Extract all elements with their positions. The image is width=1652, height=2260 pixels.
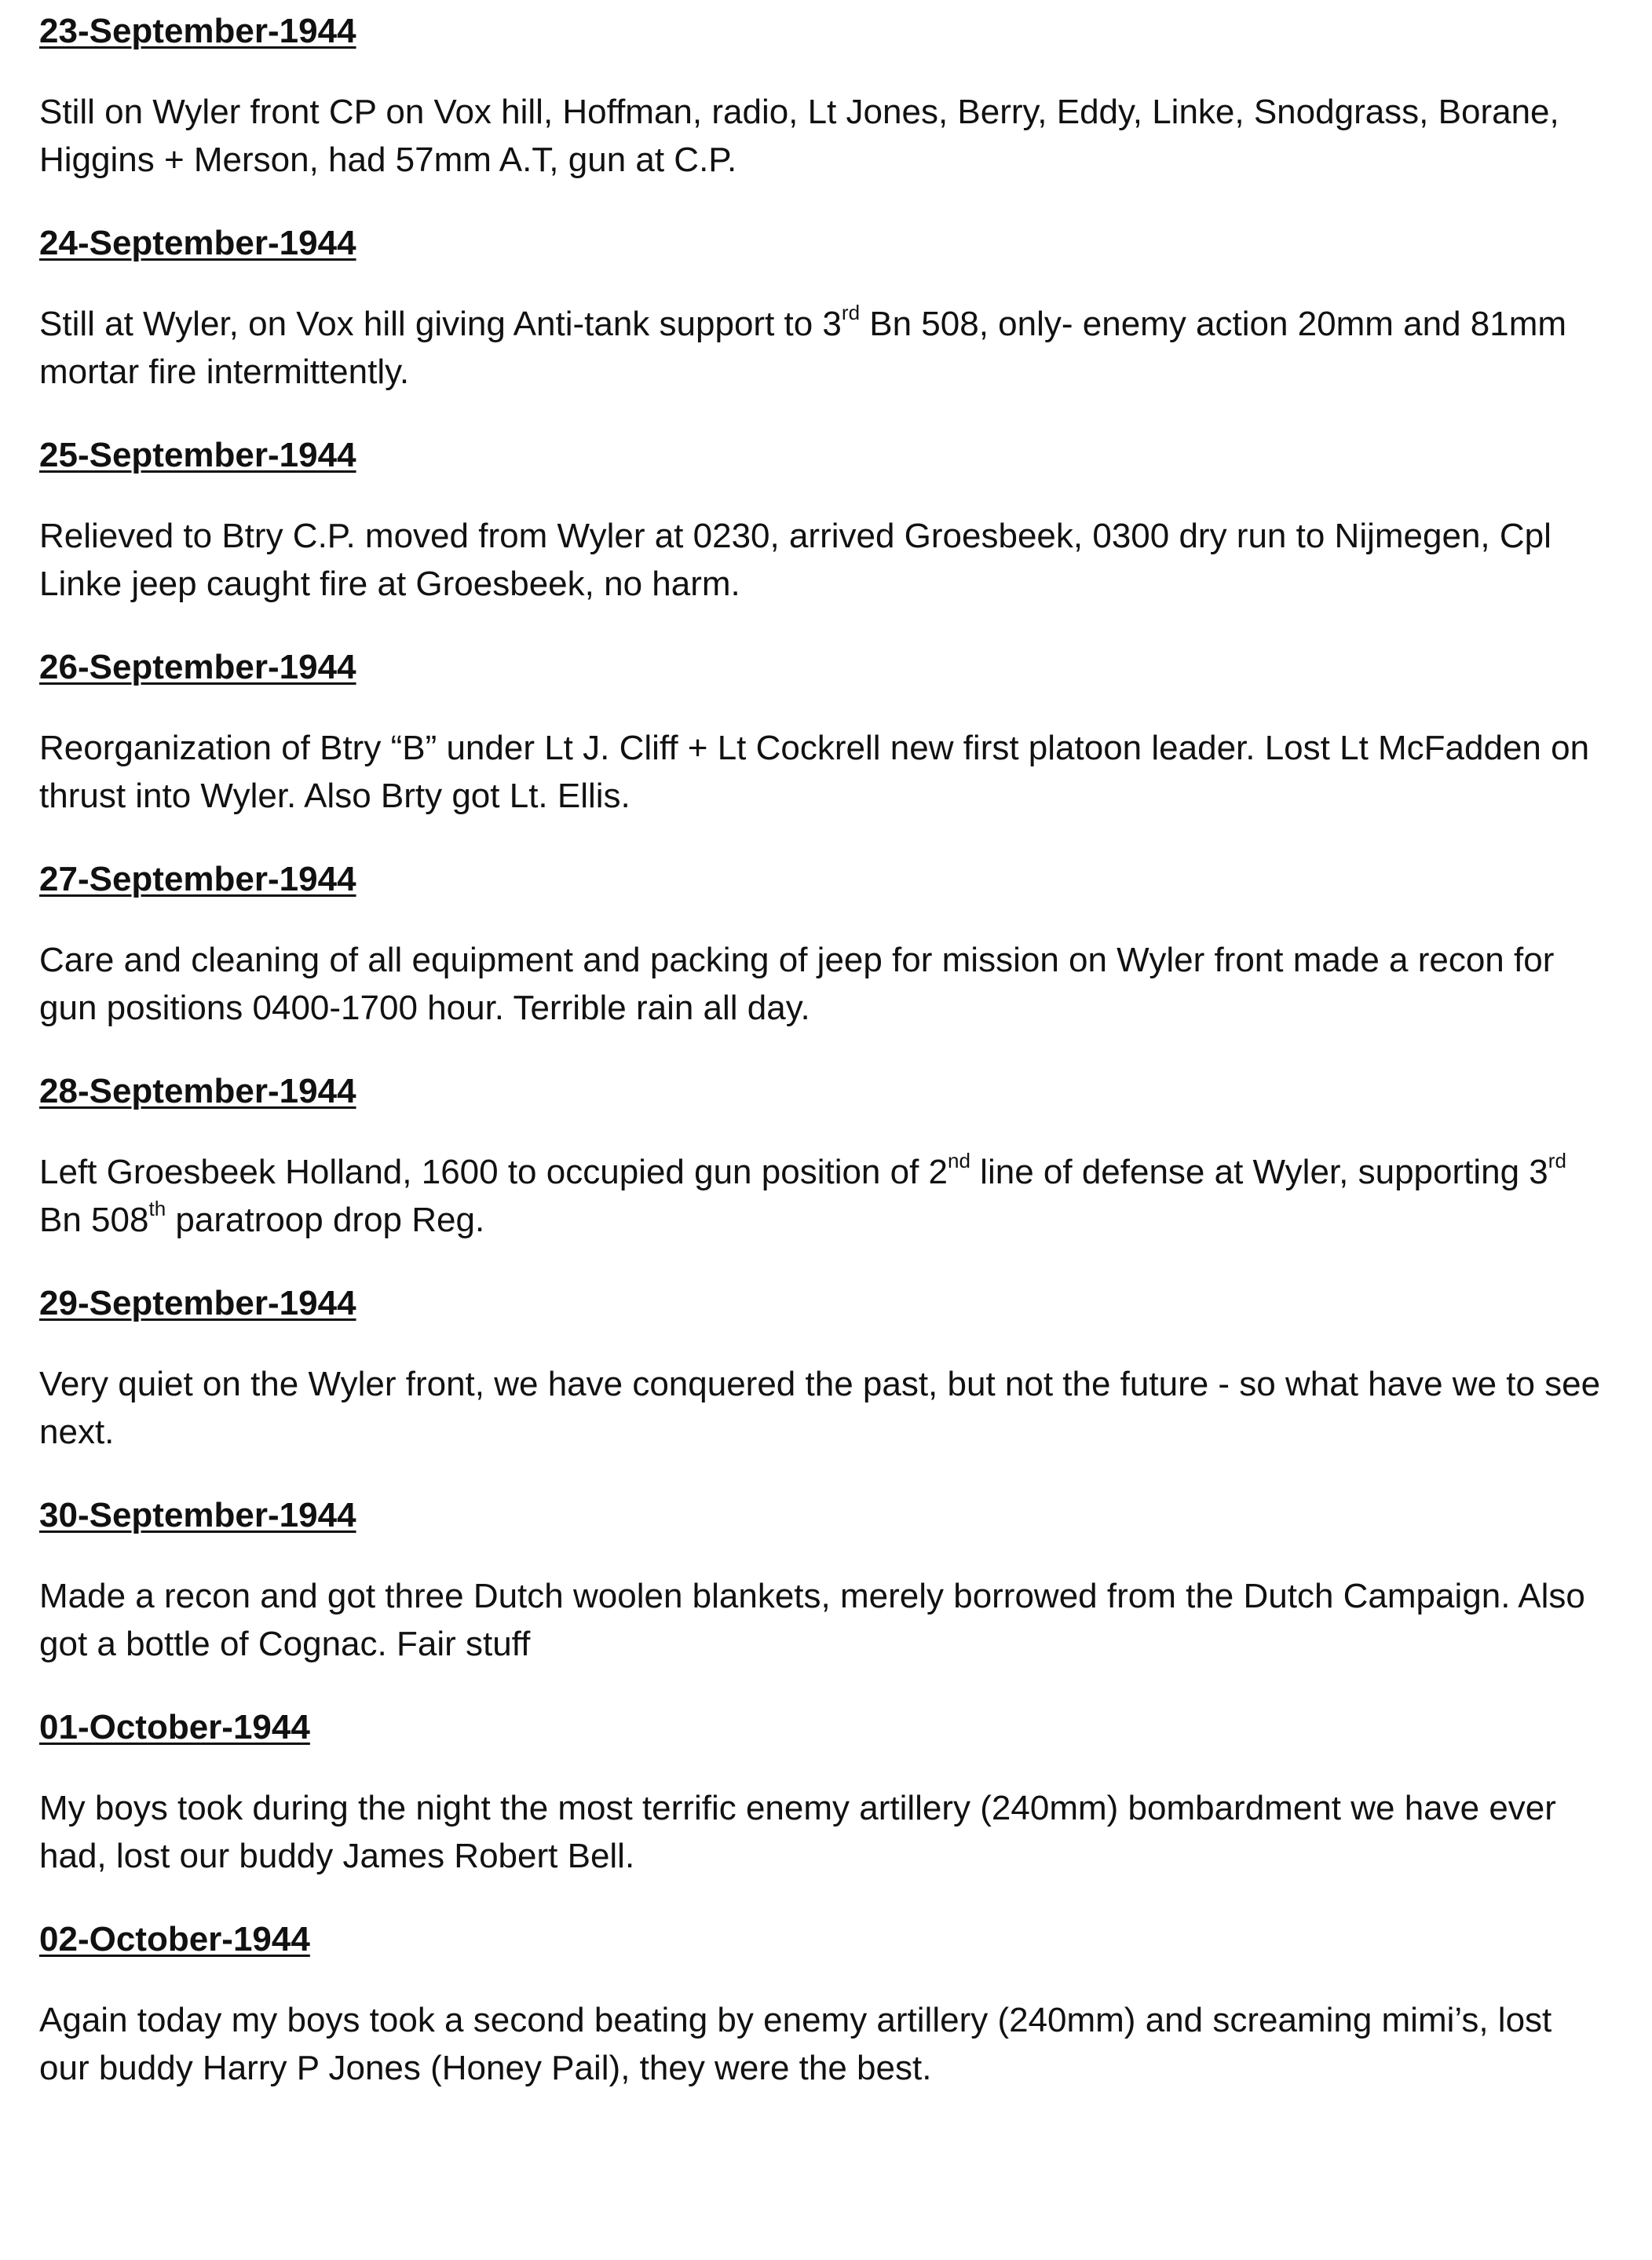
entry-text (39, 724, 1602, 820)
entry-date-heading: 26-September-1944 (39, 648, 356, 686)
entry-text-segment: Still at Wyler, on Vox hill giving Anti-tank support to 3 (39, 305, 842, 343)
entry-date-heading: 27-September-1944 (39, 860, 356, 898)
diary-entry (39, 1492, 1602, 1668)
entry-text-segment: Care and cleaning of all equipment and packing of jeep for mission on Wyler front made a recon for gun positions 0400-1700 hour. Terrible rain all day. (39, 941, 1555, 1027)
diary-entry (39, 432, 1602, 608)
entry-text (39, 936, 1602, 1032)
entry-text-segment: Bn 508 (39, 1201, 149, 1239)
entry-date-heading: 02-October-1944 (39, 1920, 310, 1958)
entry-text-segment: Still on Wyler front CP on Vox hill, Hoffman, radio, Lt Jones, Berry, Eddy, Linke, Snodgrass, Borane, Higgins + Merson, had 57mm A.T, gun at C.P. (39, 93, 1559, 179)
entry-text-segment: Again today my boys took a second beating by enemy artillery (240mm) and screaming mimi’s, lost our buddy Harry P Jones (Honey Pail), they were the best. (39, 2001, 1552, 2087)
ordinal-suffix: th (148, 1197, 166, 1220)
diary-entry (39, 1704, 1602, 1880)
entry-text (39, 300, 1602, 396)
diary-entry (39, 856, 1602, 1032)
entry-text (39, 1784, 1602, 1880)
ordinal-suffix: nd (948, 1149, 970, 1172)
diary-entry (39, 8, 1602, 184)
entry-text (39, 1360, 1602, 1456)
diary-entry (39, 644, 1602, 820)
entry-date-heading: 01-October-1944 (39, 1708, 310, 1746)
entry-date-heading: 24-September-1944 (39, 224, 356, 262)
entry-text (39, 1996, 1602, 2092)
entry-text-segment: Made a recon and got three Dutch woolen blankets, merely borrowed from the Dutch Campaign. Also got a bottle of Cognac. Fair stuff (39, 1577, 1585, 1663)
entry-date-heading: 25-September-1944 (39, 436, 356, 474)
entry-text (39, 1572, 1602, 1668)
entry-date-heading: 23-September-1944 (39, 12, 356, 50)
entry-text-segment: Bn 508, only- enemy action 20mm and 81mm mortar fire intermittently. (39, 305, 1567, 391)
ordinal-suffix: rd (1548, 1149, 1566, 1172)
diary-entries (39, 8, 1602, 2092)
entry-text-segment: Relieved to Btry C.P. moved from Wyler at 0230, arrived Groesbeek, 0300 dry run to Nijmegen, Cpl Linke jeep caught fire at Groesbeek, no harm. (39, 517, 1551, 603)
entry-text-segment: line of defense at Wyler, supporting 3 (970, 1153, 1548, 1191)
ordinal-suffix: rd (841, 301, 861, 324)
diary-entry (39, 1916, 1602, 2092)
diary-entry (39, 1280, 1602, 1456)
diary-page (39, 8, 1602, 2092)
entry-text-segment: Reorganization of Btry “B” under Lt J. Cliff + Lt Cockrell new first platoon leader. Lost Lt McFadden on thrust into Wyler. Also Brty got Lt. Ellis. (39, 729, 1590, 815)
entry-text-segment: My boys took during the night the most terrific enemy artillery (240mm) bombardment we have ever had, lost our buddy James Robert Bell. (39, 1789, 1556, 1875)
entry-date-heading: 28-September-1944 (39, 1072, 356, 1110)
entry-text (39, 88, 1602, 184)
entry-text (39, 1148, 1602, 1244)
diary-entry (39, 1068, 1602, 1244)
entry-date-heading: 30-September-1944 (39, 1496, 356, 1534)
diary-entry (39, 220, 1602, 396)
entry-text-segment: Very quiet on the Wyler front, we have conquered the past, but not the future - so what have we to see next. (39, 1365, 1601, 1451)
entry-text-segment: Left Groesbeek Holland, 1600 to occupied gun position of 2 (39, 1153, 948, 1191)
entry-text-segment: paratroop drop Reg. (166, 1201, 485, 1239)
entry-text (39, 512, 1602, 608)
entry-date-heading: 29-September-1944 (39, 1284, 356, 1322)
